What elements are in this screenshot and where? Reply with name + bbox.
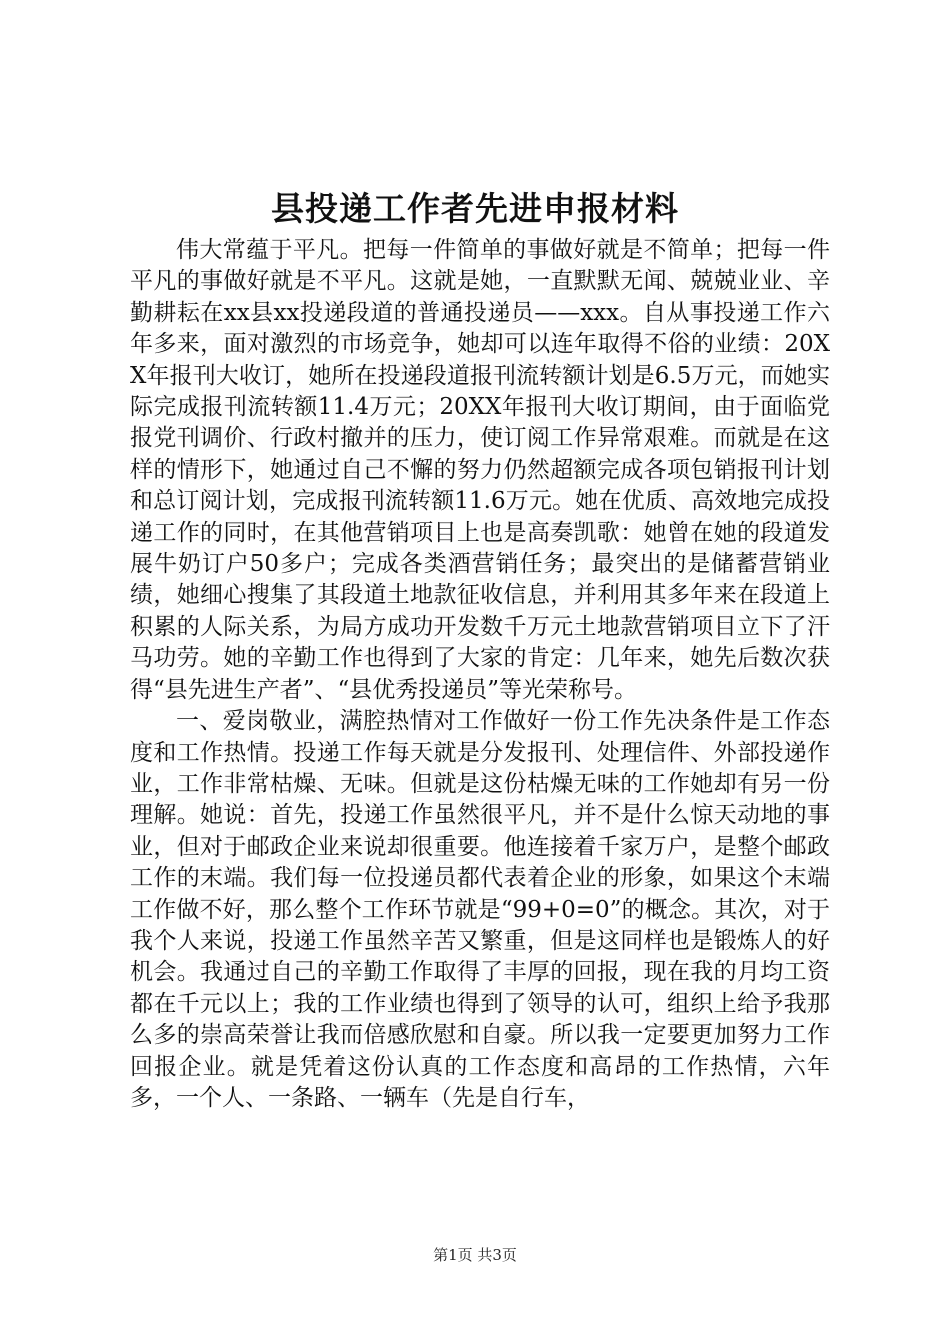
paragraph-section-one: 一、爱岗敬业，满腔热情对工作做好一份工作先决条件是工作态度和工作热情。投递工作每天就是分发报刊、处理信件、外部投递作业，工作非常枯燥、无味。但就是这份枯燥无味的工作她却有另一份理解。她说：首先，投递工作虽然很平凡，并不是什么惊天动地的事业，但对于邮政企业来说却很重要。他连接着千家万户，是整个邮政工作的末端。我们每一位投递员都代表着企业的形象，如果这个末端工作做不好，那么整个工作环节就是“99+0=0”的概念。其次，对于我个人来说，投递工作虽然辛苦又繁重，但是这同样也是锻炼人的好机会。我通过自己的辛勤工作取得了丰厚的回报，现在我的月均工资都在千元以上；我的工作业绩也得到了领导的认可，组织上给予我那么多的崇高荣誉让我而倍感欣慰和自豪。所以我一定要更加努力工作回报企业。就是凭着这份认真的工作态度和高昂的工作热情，六年多，一个人、一条路、一辆车（先是自行车， xyxy=(130,708,830,1111)
paragraph-intro: 伟大常蕴于平凡。把每一件简单的事做好就是不简单；把每一件平凡的事做好就是不平凡。这就是她，一直默默无闻、兢兢业业、辛勤耕耘在xx县xx投递段道的普通投递员——xxx。自从事投递工作六年多来，面对激烈的市场竞争，她却可以连年取得不俗的业绩：20XX年报刊大收订，她所在投递段道报刊流转额计划是6.5万元，而她实际完成报刊流转额11.4万元；20XX年报刊大收订期间，由于面临党报党刊调价、行政村撤并的压力，使订阅工作异常艰难。而就是在这样的情形下，她通过自己不懈的努力仍然超额完成各项包销报刊计划和总订阅计划，完成报刊流转额11.6万元。她在优质、高效地完成投递工作的同时，在其他营销项目上也是高奏凯歌：她曾在她的段道发展牛奶订户50多户；完成各类酒营销任务；最突出的是储蓄营销业绩，她细心搜集了其段道土地款征收信息，并利用其多年来在段道上积累的人际关系，为局方成功开发数千万元土地款营销项目立下了汗马功劳。她的辛勤工作也得到了大家的肯定：几年来，她先后数次获得“县先进生产者”、“县优秀投递员”等光荣称号。 xyxy=(130,237,830,703)
document-title: 县投递工作者先进申报材料 xyxy=(271,189,679,228)
document-body xyxy=(130,235,830,1114)
page-number-footer: 第1页 共3页 xyxy=(433,1246,517,1264)
